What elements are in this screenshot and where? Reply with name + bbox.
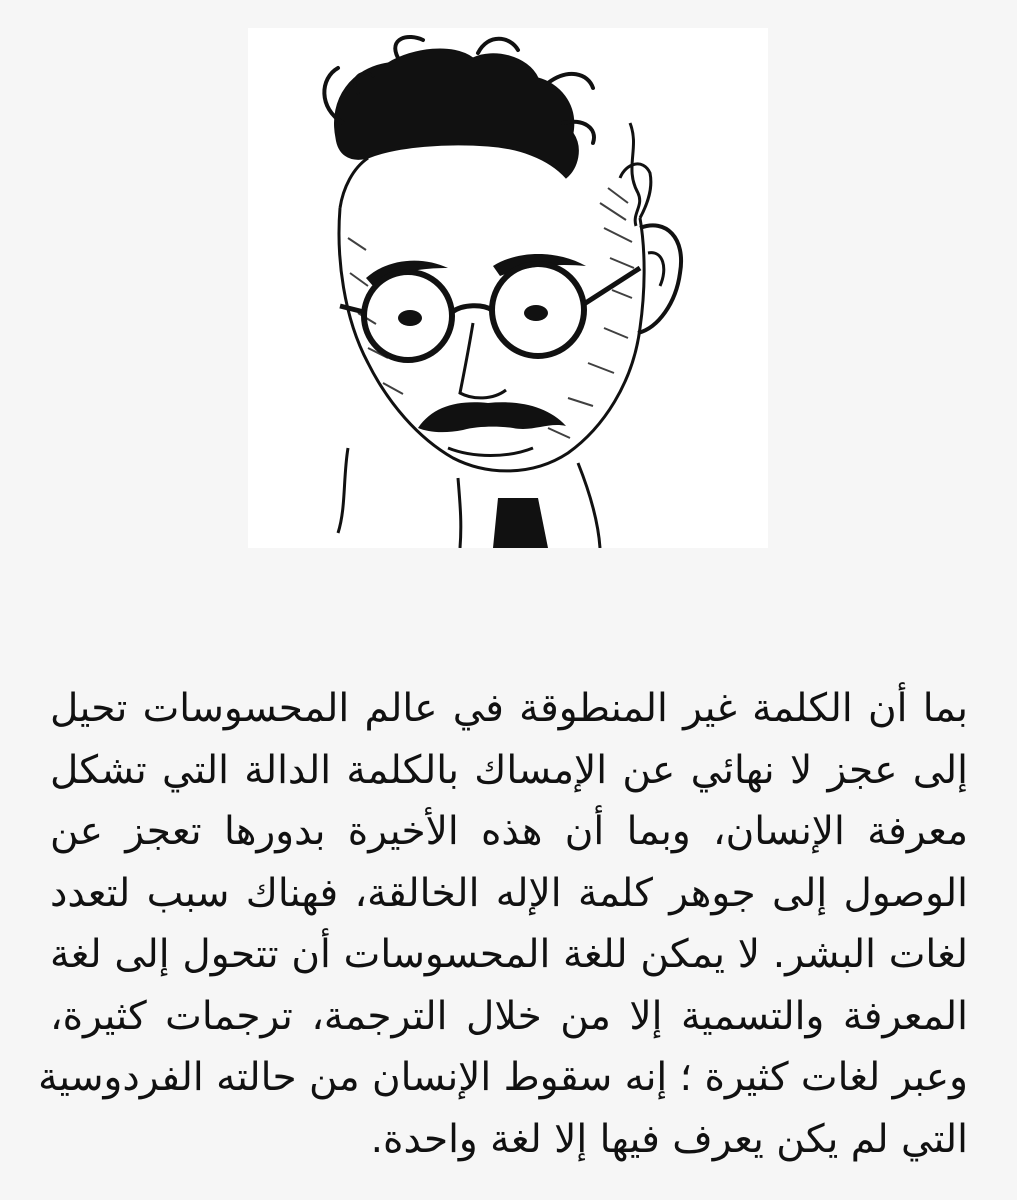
- quote-text: [38, 678, 968, 1170]
- quote-line: لغات البشر. لا يمكن للغة المحسوسات أن تتحول إلى لغة: [50, 932, 968, 977]
- quote-line: إلى عجز لا نهائي عن الإمساك بالكلمة الدالة التي تشكل: [50, 747, 968, 793]
- quote-line: وعبر لغات كثيرة ؛ إنه سقوط الإنسان من حالته الفردوسية: [38, 1055, 968, 1100]
- quote-line: المعرفة والتسمية إلا من خلال الترجمة، ترجمات كثيرة،: [50, 993, 968, 1039]
- tie: [493, 498, 548, 548]
- quote-line: معرفة الإنسان، وبما أن هذه الأخيرة بدورها تعجز عن: [50, 809, 968, 854]
- round-glasses: [340, 264, 640, 360]
- quote-line: الوصول إلى جوهر كلمة الإله الخالقة، فهناك سبب لتعدد: [50, 870, 968, 916]
- portrait-sketch-icon: [248, 28, 768, 548]
- mouth: [448, 448, 533, 456]
- hair-strokes: [324, 37, 594, 178]
- quote-line: التي لم يكن يعرف فيها إلا لغة واحدة.: [370, 1116, 968, 1162]
- quote-line: بما أن الكلمة غير المنطوقة في عالم المحسوسات تحيل: [50, 686, 968, 731]
- portrait-illustration: [248, 28, 768, 548]
- mustache: [418, 402, 566, 432]
- hair-wisp: [630, 123, 640, 226]
- neck-collar: [338, 448, 600, 548]
